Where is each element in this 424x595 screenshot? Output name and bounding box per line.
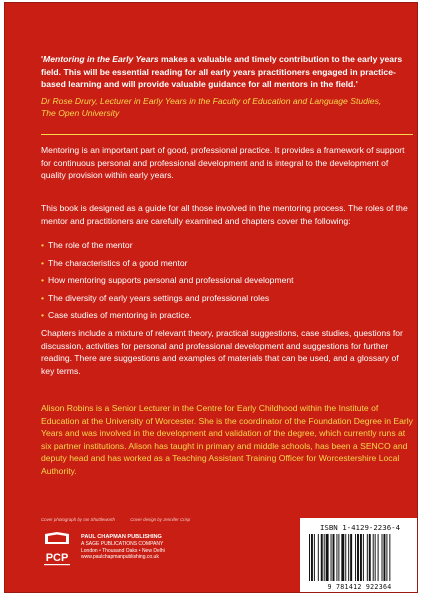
chapter-topics-list xyxy=(41,239,413,327)
back-cover xyxy=(4,2,418,593)
bullet-icon: • xyxy=(41,292,45,303)
barcode-bar xyxy=(360,534,362,581)
barcode-bar xyxy=(341,534,344,581)
barcode-bar xyxy=(348,534,349,581)
attribution-line-1: Dr Rose Drury, Lecturer in Early Years in the Faculty of Education and Language Studies, xyxy=(41,95,382,106)
publisher-website: www.paulchapmanpublishing.co.uk xyxy=(81,554,159,561)
quote-attribution xyxy=(41,95,413,120)
publisher-cities: London • Thousand Oaks • New Delhi xyxy=(81,547,165,554)
barcode-bar xyxy=(311,534,313,581)
barcode-bar xyxy=(318,534,319,581)
list-item: • The role of the mentor xyxy=(41,240,133,250)
list-item: • Case studies of mentoring in practice. xyxy=(41,310,192,320)
barcode-bar xyxy=(382,534,383,581)
list-item: • How mentoring supports personal and professional development xyxy=(41,275,294,285)
barcode-bar xyxy=(345,534,346,581)
cover-credits xyxy=(41,517,301,522)
barcode-bar xyxy=(357,534,359,581)
barcode-bar xyxy=(309,534,310,581)
barcode-bar xyxy=(383,534,385,581)
isbn-text: ISBN 1-4129-2236-4 xyxy=(319,523,401,532)
barcode-bar xyxy=(363,534,364,581)
barcode-bar xyxy=(373,534,374,581)
barcode-bar xyxy=(333,534,335,581)
quote-opening-mark: ' xyxy=(41,54,44,64)
description-paragraph-2: This book is designed as a guide for all those involved in the mentoring process. The roles of the mentor and practitioners are carefully examined and chapters cover the following: xyxy=(41,203,408,226)
publisher-logo-text: PCP xyxy=(45,552,69,564)
barcode-bar xyxy=(321,534,323,581)
description-paragraph-3: Chapters include a mixture of relevant theory, practical suggestions, case studies, questions for discussion, activities for personal and professional development and suggestions for further reading. There are suggestions and examples of materials that can be used, and a glossary of key terms. xyxy=(41,328,403,376)
barcode-bar xyxy=(326,534,329,581)
barcode-bar xyxy=(336,534,337,581)
barcode-bar xyxy=(338,534,339,581)
barcode-panel xyxy=(300,518,418,593)
barcode-bar xyxy=(375,534,376,581)
bullet-icon: • xyxy=(41,257,45,268)
list-item: • The diversity of early years settings and professional roles xyxy=(41,292,270,303)
publisher-parent: A SAGE PUBLICATIONS COMPANY xyxy=(81,540,164,547)
barcode-bar xyxy=(314,534,315,581)
list-item: • The characteristics of a good mentor xyxy=(41,257,188,268)
design-credit: Cover design by Jennifer Crisp xyxy=(130,517,191,522)
divider-rule xyxy=(41,134,413,135)
barcode-bar xyxy=(331,534,332,581)
bullet-icon: • xyxy=(41,240,45,250)
photo-credit: Cover photograph by Ian Shuttleworth xyxy=(41,517,115,522)
endorsement-quote xyxy=(41,53,413,120)
bullet-icon: • xyxy=(41,275,45,285)
attribution-line-2: The Open University xyxy=(41,108,120,119)
publisher-info xyxy=(81,534,231,561)
quote-body: makes a valuable and timely contribution to the early years field. This will be essential reading for all early years practitioners engaged in practice-based learning and will provide valuable guidance for all mentors in the field.' xyxy=(41,54,403,90)
publisher-name: PAUL CHAPMAN PUBLISHING xyxy=(81,534,162,540)
quote-book-title: Mentoring in the Early Years xyxy=(43,54,159,64)
barcode-bar xyxy=(389,534,390,581)
description-paragraph-1: Mentoring is an important part of good, professional practice. It provides a framework of support for continuous personal and professional development and is integral to the development of quality provision within early years. xyxy=(41,145,405,181)
barcode-bar xyxy=(369,534,371,581)
barcode-icon xyxy=(300,518,418,593)
barcode-bar xyxy=(386,534,387,581)
barcode-bar xyxy=(355,534,356,581)
quote-text xyxy=(41,53,413,91)
barcode-bar xyxy=(350,534,352,581)
barcode-bar xyxy=(367,534,368,581)
barcode-bar xyxy=(378,534,379,581)
ean-number: 9 781412 922364 xyxy=(327,583,392,591)
author-bio: Alison Robins is a Senior Lecturer in the Centre for Early Childhood within the Institute of Education at the University of Worcester. She is the coordinator of the Foundation Degree in Early Years and was involved in the development and validation of the degree, which currently runs at six partner institutions. Alison has taught in primary and middle schools, has been a SENCO and deputy head and has worked as a Teaching Assistant Training Officer for Worcestershire Local Authority. xyxy=(41,403,413,476)
bullet-icon: • xyxy=(41,310,45,320)
publisher-logo-icon xyxy=(41,530,73,568)
barcode-bar xyxy=(324,534,325,581)
